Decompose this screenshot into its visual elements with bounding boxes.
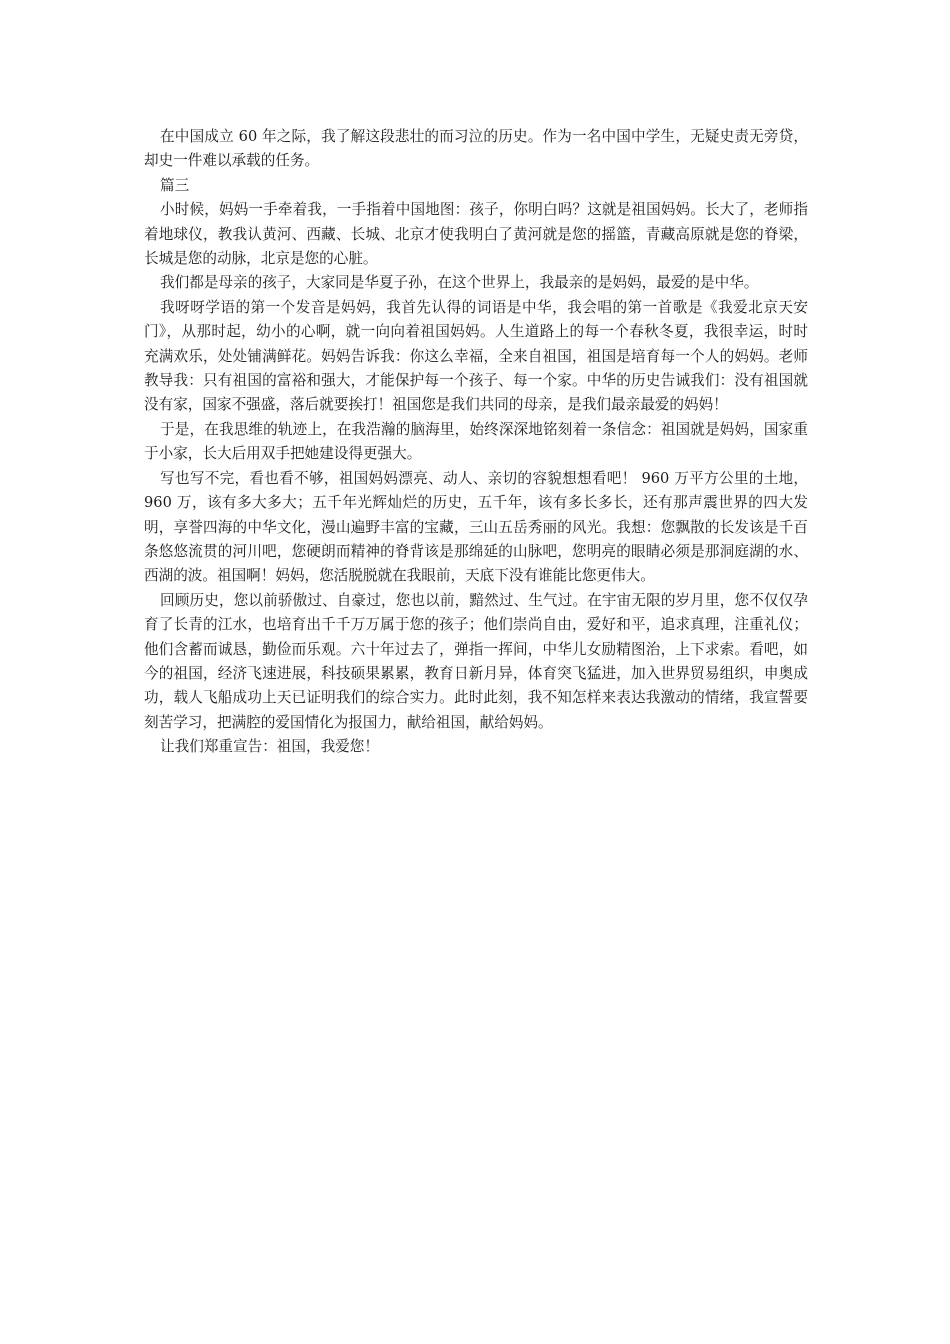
paragraph: 写也写不完，看也看不够，祖国妈妈漂亮、动人、亲切的容貌想想看吧！ 960 万平方公里的土地， 960 万，该有多大多大；五千年光辉灿烂的历史，五千年，该有多长多长，还有那声震世界的四大发明，享誉四海的中华文化，漫山遍野丰富的宝藏，三山五岳秀丽的风光。我想：您飘散的长发该是千百条悠悠流贯的河川吧，您硬朗而精神的脊背该是那绵延的山脉吧，您明亮的眼睛必须是那洞庭湖的水、西湖的波。祖国啊！妈妈，您活脱脱就在我眼前，天底下没有谁能比您更伟大。 <box>144 469 808 585</box>
paragraph: 我们都是母亲的孩子，大家同是华夏子孙，在这个世界上，我最亲的是妈妈，最爱的是中华。 <box>160 274 759 292</box>
document-body <box>144 125 808 760</box>
paragraph: 小时候，妈妈一手牵着我，一手指着中国地图：孩子，你明白吗？这就是祖国妈妈。长大了，老师指着地球仪，教我认黄河、西藏、长城、北京才使我明白了黄河就是您的摇篮，青藏高原就是您的脊梁，长城是您的动脉，北京是您的心脏。 <box>144 201 808 268</box>
section-heading: 篇三 <box>160 176 190 194</box>
paragraph: 在中国成立 60 年之际，我了解这段悲壮的而习泣的历史。作为一名中国中学生，无疑史责无旁贷，却史一件难以承载的任务。 <box>144 128 808 170</box>
paragraph: 于是，在我思维的轨迹上，在我浩瀚的脑海里，始终深深地铭刻着一条信念：祖国就是妈妈，国家重于小家，长大后用双手把她建设得更强大。 <box>144 420 808 463</box>
closing-line: 让我们郑重宣告：祖国，我爱您！ <box>160 738 379 756</box>
paragraph: 回顾历史，您以前骄傲过、自豪过，您也以前，黯然过、生气过。在宇宙无限的岁月里，您不仅仅孕育了长青的江水，也培育出千千万万属于您的孩子；他们崇尚自由，爱好和平，追求真理，注重礼仪；他们含蓄而诚恳，勤俭而乐观。六十年过去了，弹指一挥间，中华儿女励精图治，上下求索。看吧，如今的祖国，经济飞速进展，科技硕果累累，教育日新月异，体育突飞猛进，加入世界贸易组织，申奥成功，载人飞船成功上天已证明我们的综合实力。此时此刻，我不知怎样来表达我激动的情绪，我宣誓要刻苦学习，把满腔的爱国情化为报国力，献给祖国，献给妈妈。 <box>144 591 808 731</box>
paragraph: 我呀呀学语的第一个发音是妈妈，我首先认得的词语是中华，我会唱的第一首歌是《我爱北京天安门》，从那时起，幼小的心啊，就一向向着祖国妈妈。人生道路上的每一个春秋冬夏，我很幸运，时时充满欢乐，处处铺满鲜花。妈妈告诉我：你这么幸福，全来自祖国，祖国是培育每一个人的妈妈。老师教导我：只有祖国的富裕和强大，才能保护每一个孩子、每一个家。中华的历史告诫我们：没有祖国就没有家，国家不强盛，落后就要挨打！祖国您是我们共同的母亲，是我们最亲最爱的妈妈！ <box>144 298 808 414</box>
